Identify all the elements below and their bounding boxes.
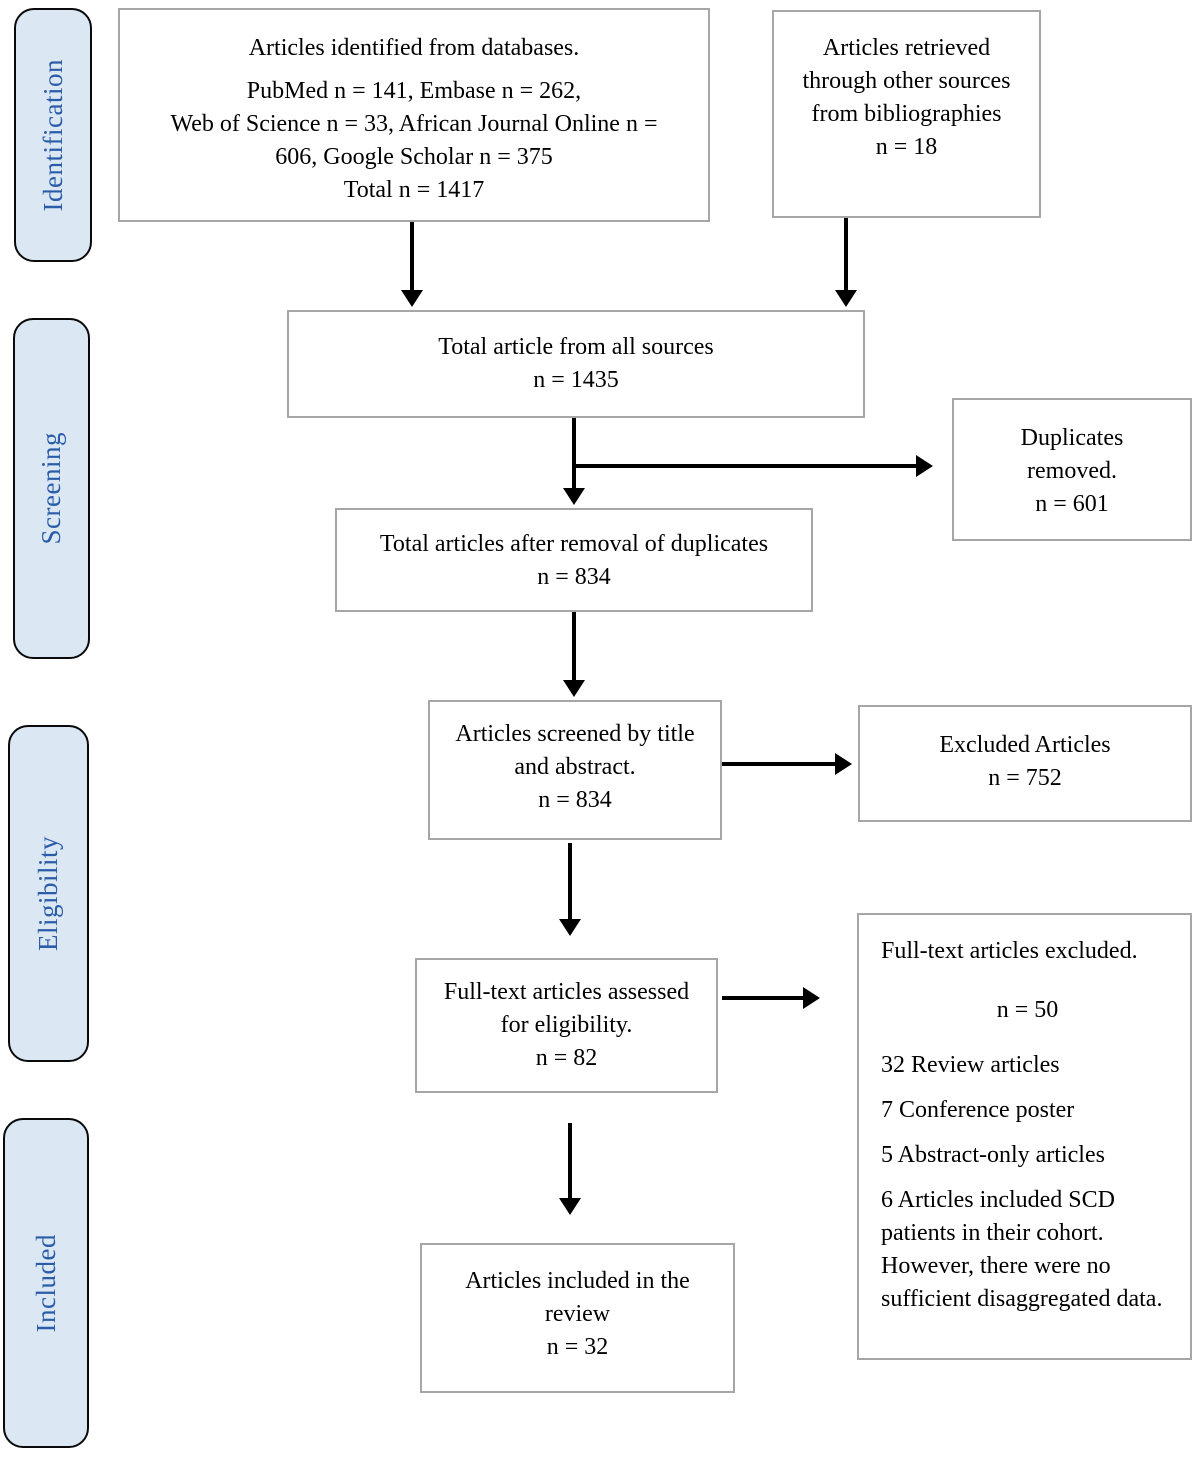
box-excluded-articles-line1: Excluded Articles: [939, 732, 1111, 758]
box-included-review-line2: review: [544, 1301, 611, 1327]
box-fulltext-excluded-item-1: 32 Review articles: [881, 1052, 1060, 1078]
stage-label-identification-text: Identification: [37, 58, 68, 212]
box-total-all-sources-line1: Total article from all sources: [438, 334, 714, 360]
arrowhead-down-icon: [401, 290, 423, 307]
arrowhead-down-icon: [563, 680, 585, 697]
box-included-review-line3: n = 32: [546, 1334, 609, 1360]
box-duplicates-removed-line2: removed.: [1027, 458, 1117, 484]
arrowhead-right-icon: [916, 455, 933, 477]
box-articles-identified: [118, 8, 710, 222]
arrow-fulltext-to-included: [558, 1123, 582, 1215]
box-articles-identified-title: Articles identified from databases.: [248, 35, 580, 61]
arrow-shaft: [573, 464, 918, 468]
arrow-after-duplicates-to-screened: [562, 612, 586, 697]
box-after-duplicates-line2: n = 834: [537, 564, 611, 590]
box-fulltext-excluded-item-3: 5 Abstract-only articles: [881, 1142, 1105, 1168]
arrow-screened-to-excluded: [722, 752, 852, 776]
arrow-identified-to-total: [400, 222, 424, 307]
box-excluded-articles-line2: n = 752: [988, 765, 1062, 791]
box-duplicates-removed-line1: Duplicates: [1020, 425, 1124, 451]
stage-label-screening-text: Screening: [36, 432, 66, 545]
box-total-all-sources-line2: n = 1435: [533, 367, 619, 393]
box-screened-line1: Articles screened by title: [455, 721, 695, 747]
box-fulltext-excluded: [857, 913, 1192, 1360]
box-screened-line3: n = 834: [538, 787, 612, 813]
box-articles-identified-line2: Web of Science n = 33, African Journal Online n =: [170, 111, 658, 137]
stage-label-eligibility: [8, 725, 89, 1062]
stage-label-screening: [13, 318, 90, 659]
box-fulltext-assessed: [415, 958, 718, 1093]
box-fulltext-excluded-item-2: 7 Conference poster: [881, 1097, 1075, 1123]
box-articles-identified-line4: Total n = 1417: [343, 177, 485, 203]
box-fulltext-excluded-count: n = 50: [996, 997, 1059, 1023]
box-after-duplicates-line1: Total articles after removal of duplicates: [379, 531, 769, 557]
arrowhead-down-icon: [559, 1198, 581, 1215]
arrow-screened-to-fulltext: [558, 843, 582, 936]
arrow-shaft: [568, 843, 572, 921]
arrow-other-sources-to-total: [834, 218, 858, 307]
stage-label-identification: [14, 8, 92, 262]
box-included-review-line1: Articles included in the: [465, 1268, 690, 1294]
arrow-shaft: [722, 762, 837, 766]
arrow-branch-to-duplicates-removed: [573, 454, 933, 478]
box-other-sources-line3: from bibliographies: [811, 101, 1002, 127]
arrowhead-down-icon: [563, 488, 585, 505]
arrowhead-down-icon: [835, 290, 857, 307]
arrow-shaft: [722, 996, 805, 1000]
arrow-shaft: [844, 218, 848, 292]
box-fulltext-excluded-item-4: 6 Articles included SCD patients in their cohort. However, there were no sufficient disaggregated data.: [881, 1187, 1163, 1312]
box-fulltext-assessed-line3: n = 82: [535, 1045, 598, 1071]
box-other-sources: [772, 10, 1041, 218]
box-fulltext-assessed-line2: for eligibility.: [500, 1012, 633, 1038]
box-duplicates-removed-line3: n = 601: [1035, 491, 1109, 517]
box-after-duplicates: [335, 508, 813, 612]
stage-label-eligibility-text: Eligibility: [33, 835, 63, 951]
arrow-fulltext-to-excluded: [722, 986, 820, 1010]
box-fulltext-excluded-title: Full-text articles excluded.: [881, 938, 1138, 964]
arrow-shaft: [568, 1123, 572, 1200]
box-duplicates-removed: [952, 398, 1192, 541]
box-other-sources-line4: n = 18: [875, 134, 938, 160]
arrowhead-right-icon: [835, 753, 852, 775]
box-excluded-articles: [858, 705, 1192, 822]
box-screened: [428, 700, 722, 840]
box-fulltext-assessed-line1: Full-text articles assessed: [443, 979, 690, 1005]
box-total-all-sources: [287, 310, 865, 418]
stage-label-included-text: Included: [30, 1233, 61, 1333]
box-articles-identified-line3: 606, Google Scholar n = 375: [275, 144, 553, 170]
arrow-shaft: [572, 612, 576, 682]
box-included-review: [420, 1243, 735, 1393]
arrowhead-down-icon: [559, 919, 581, 936]
box-other-sources-line2: through other sources: [802, 68, 1011, 94]
arrow-shaft: [410, 222, 414, 292]
stage-label-included: [3, 1118, 89, 1448]
box-articles-identified-line1: PubMed n = 141, Embase n = 262,: [246, 78, 582, 104]
arrowhead-right-icon: [803, 987, 820, 1009]
box-screened-line2: and abstract.: [514, 754, 636, 780]
box-other-sources-line1: Articles retrieved: [822, 35, 991, 61]
